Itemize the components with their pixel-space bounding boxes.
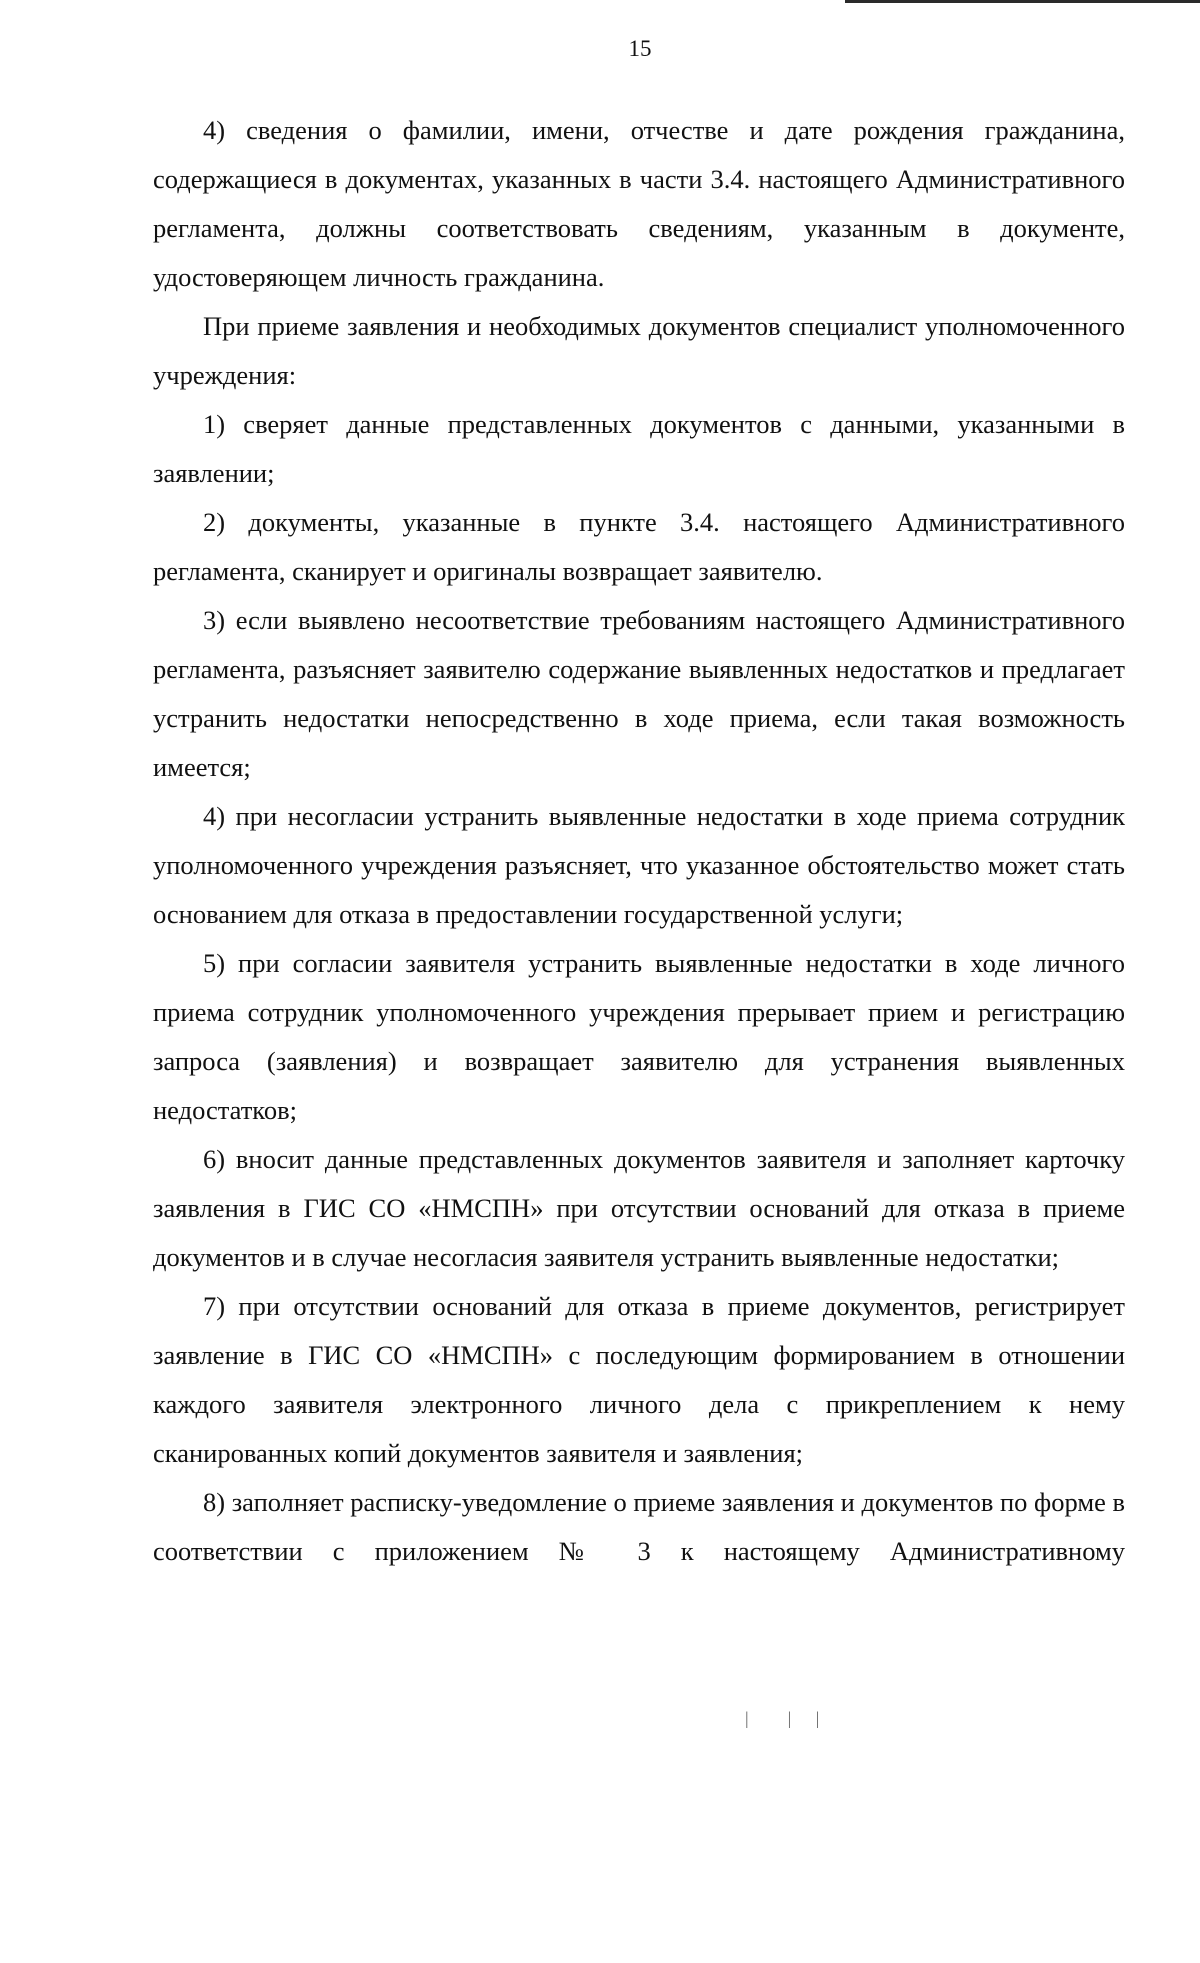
top-scan-rule — [845, 0, 1200, 3]
page-number: 15 — [628, 36, 652, 61]
paragraph-item-6-card: 6) вносит данные представленных документов заявителя и заполняет карточку заявления в ГИС СО «НМСПН» при отсутствии оснований для отказа в приеме документов и в случае несогласия заявителя устранить выявленные недостатки; — [153, 1144, 1125, 1272]
paragraph-reception-intro: При приеме заявления и необходимых документов специалист уполномоченного учреждения: — [153, 311, 1125, 390]
paragraph-item-4-disagreement: 4) при несогласии устранить выявленные недостатки в ходе приема сотрудник уполномоченного учреждения разъясняет, что указанное обстоятельство может стать основанием для отказа в предоставлении государственной услуги; — [153, 801, 1125, 929]
paragraph-item-2-scan: 2) документы, указанные в пункте 3.4. настоящего Административного регламента, сканирует и оригиналы возвращает заявителю. — [153, 507, 1125, 586]
paragraph-item-1-verify: 1) сверяет данные представленных документов с данными, указанными в заявлении; — [153, 409, 1125, 488]
paragraph-item-3-deficiencies: 3) если выявлено несоответствие требованиям настоящего Административного регламента, разъясняет заявителю содержание выявленных недостатков и предлагает устранить недостатки непосредственно в ходе приема, если такая возможность имеется; — [153, 605, 1125, 782]
scan-artifact-marks: | | | — [745, 1708, 830, 1728]
paragraph-item-5-agreement: 5) при согласии заявителя устранить выявленные недостатки в ходе личного приема сотрудник уполномоченного учреждения прерывает прием и регистрацию запроса (заявления) и возвращает заявителю для устранения выявленных недостатков; — [153, 948, 1125, 1125]
paragraph-item-7-register: 7) при отсутствии оснований для отказа в приеме документов, регистрирует заявление в ГИС СО «НМСПН» с последующим формированием в отношении каждого заявителя электронного личного дела с прикреплением к нему сканированных копий документов заявителя и заявления; — [153, 1291, 1125, 1468]
paragraph-item-8-receipt: 8) заполняет расписку-уведомление о приеме заявления и документов по форме в соответствии с приложением № 3 к настоящему Административному — [153, 1487, 1125, 1566]
paragraph-item-4-personal-data: 4) сведения о фамилии, имени, отчестве и дате рождения гражданина, содержащиеся в документах, указанных в части 3.4. настоящего Административного регламента, должны соответствовать сведениям, указанным в документе, удостоверяющем личность гражданина. — [153, 115, 1125, 292]
document-body — [153, 106, 1125, 1576]
